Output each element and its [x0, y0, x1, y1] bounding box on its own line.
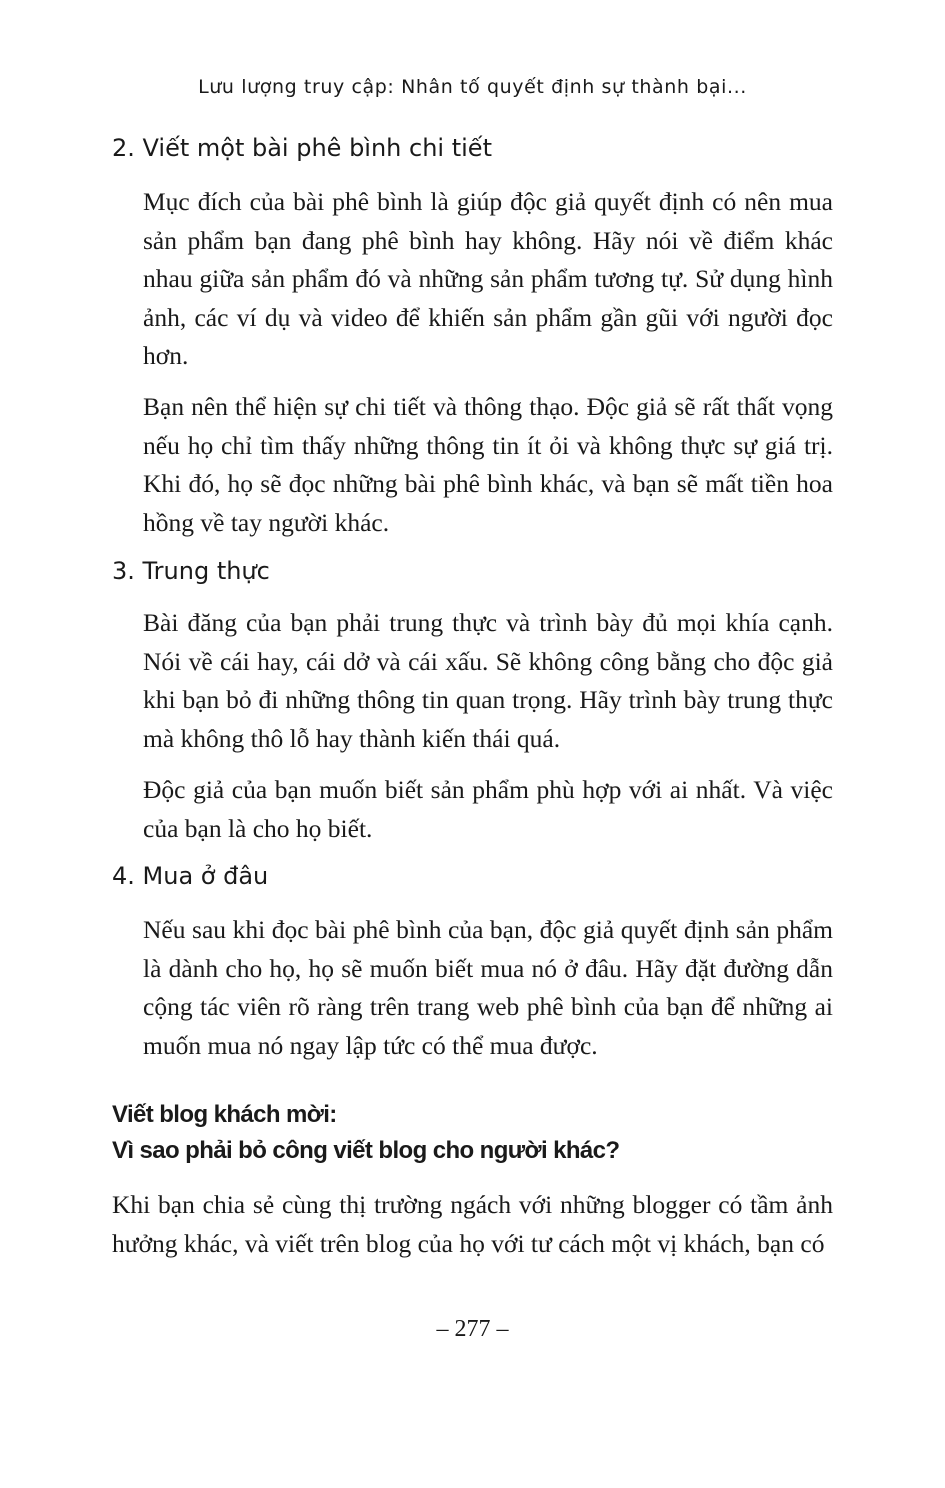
item-heading-3: 3. Trung thực [112, 557, 270, 585]
item-heading-2: 2. Viết một bài phê bình chi tiết [112, 134, 492, 162]
running-header: Lưu lượng truy cập: Nhân tố quyết định sự thành bại... [198, 76, 747, 98]
section-heading-line-1: Viết blog khách mời: [112, 1101, 337, 1128]
paragraph-item-3-1: Bài đăng của bạn phải trung thực và trình bày đủ mọi khía cạnh. Nói về cái hay, cái dở và cái xấu. Sẽ không công bằng cho độc giả khi bạn bỏ đi những thông tin quan trọng. Hãy trình bày trung thực mà không thô lỗ hay thành kiến thái quá. [143, 608, 833, 753]
paragraph-item-2-1: Mục đích của bài phê bình là giúp độc giả quyết định có nên mua sản phẩm bạn đang phê bình hay không. Hãy nói về điểm khác nhau giữa sản phẩm đó và những sản phẩm tương tự. Sử dụng hình ảnh, các ví dụ và video để khiến sản phẩm gần gũi với người đọc hơn. [143, 187, 833, 370]
paragraph-item-4-1: Nếu sau khi đọc bài phê bình của bạn, độc giả quyết định sản phẩm là dành cho họ, họ sẽ muốn biết mua nó ở đâu. Hãy đặt đường dẫn cộng tác viên rõ ràng trên trang web phê bình của bạn để những ai muốn mua nó ngay lập tức có thể mua được. [143, 915, 833, 1060]
section-heading-line-2: Vì sao phải bỏ công viết blog cho người khác? [112, 1137, 620, 1164]
item-heading-4: 4. Mua ở đâu [112, 862, 269, 890]
paragraph-item-3-2: Độc giả của bạn muốn biết sản phẩm phù hợp với ai nhất. Và việc của bạn là cho họ biết. [143, 775, 833, 843]
section-paragraph: Khi bạn chia sẻ cùng thị trường ngách với những blogger có tầm ảnh hưởng khác, và viết trên blog của họ với tư cách một vị khách, bạn có [112, 1190, 833, 1258]
paragraph-item-2-2: Bạn nên thể hiện sự chi tiết và thông thạo. Độc giả sẽ rất thất vọng nếu họ chỉ tìm thấy những thông tin ít ỏi và không thực sự giá trị. Khi đó, họ sẽ đọc những bài phê bình khác, và bạn sẽ mất tiền hoa hồng về tay người khác. [143, 392, 833, 537]
page-number: – 277 – [436, 1316, 509, 1342]
